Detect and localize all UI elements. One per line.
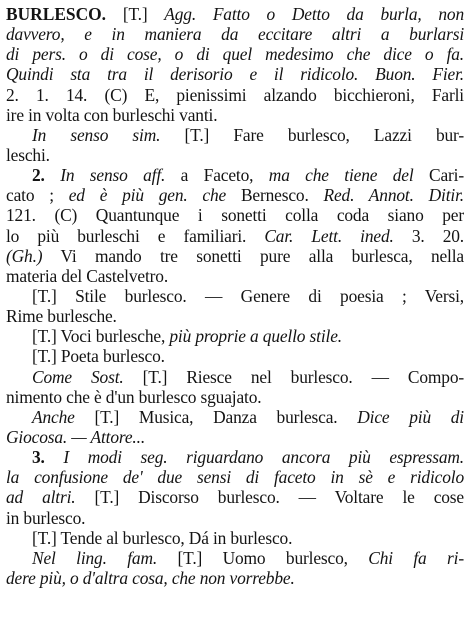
italic-text: dere più, o d'altra cosa, che non vorrebbe. [6,567,295,588]
italic-text: (Gh.) [6,245,43,266]
entry-line [6,528,464,548]
italic-text: la confusione de' due sensi di faceto in sè e ridicolo [6,467,464,488]
text-run: lo più burleschi e familiari. [6,225,265,246]
text-run: [T.] Discorso burlesco. — Voltare le cose [75,487,464,508]
entry-line [6,64,464,84]
text-run: Vi mando tre sonetti pure alla burlesca, nella [42,245,464,266]
entry-line [6,165,464,185]
entry-line [6,447,464,467]
italic-text: più proprie a quello stile. [169,326,342,347]
italic-text: Dice più di [357,406,464,427]
text-run: Rime burlesche. [6,306,117,327]
entry-line [6,326,464,346]
entry-line [6,407,464,427]
text-run: [T.] Riesce nel burlesco. — Compo- [123,366,464,387]
text-run: [T.] Musica, Danza burlesca. [74,406,358,427]
text-run: Bernesco. [226,185,324,206]
entry-line [6,467,464,487]
italic-text: ma che tiene del [268,165,414,186]
entry-line [6,508,464,528]
text-run: nimento che è d'un burlesco sguajato. [6,386,262,407]
text-run: Cari- [413,165,464,186]
text-run: [T.] Tende al burlesco, Dá in burlesco. [32,527,293,548]
italic-text: In senso sim. [32,124,161,145]
entry-line [6,427,464,447]
text-run: in burlesco. [6,507,86,528]
italic-text: ad altri. [6,487,76,508]
entry-line [6,125,464,145]
italic-text: Come Sost. [32,366,124,387]
italic-text: Quindi sta tra il derisorio e il ridicolo. Buon. Fier. [6,64,464,85]
dictionary-entry-burlesco [6,4,464,588]
entry-line [6,185,464,205]
italic-text: I modi seg. riguardano ancora più espressam. [63,447,464,468]
italic-text: Nel ling. fam. [32,547,158,568]
entry-line [6,246,464,266]
text-run: [T.] Poeta burlesco. [32,346,165,367]
text-run: [T.] Fare burlesco, Lazzi bur- [160,124,464,145]
italic-text: ed è più gen. che [68,185,227,206]
italic-text: Giocosa. — Attore... [6,426,146,447]
text-run: [T.] Stile burlesco. — Genere di poesia ; Versi, [32,285,464,306]
entry-line [6,266,464,286]
text-run: 121. (C) Quantunque i sonetti colla coda siano per [6,205,464,226]
entry-line [6,487,464,507]
italic-text: In senso aff. [60,165,166,186]
entry-line [6,306,464,326]
italic-text: davvero, e in maniera da eccitare altri a burlarsi [6,24,464,45]
italic-text: di pers. o di cose, o di quel medesimo che dice o fa. [6,44,464,65]
entry-line [6,44,464,64]
entry-line [6,346,464,366]
text-run: ire in volta con burleschi vanti. [6,104,218,125]
entry-line [6,548,464,568]
text-run: a Faceto, [165,165,269,186]
italic-text: Car. Lett. ined. [264,225,394,246]
italic-text: Red. Annot. Ditir. [323,185,464,206]
text-run: cato ; [6,185,69,206]
entry-line [6,387,464,407]
italic-text: Anche [32,406,75,427]
entry-line [6,105,464,125]
entry-line [6,24,464,44]
entry-line [6,4,464,24]
entry-line [6,286,464,306]
italic-text: Chi fa ri- [368,547,464,568]
text-run: 2. 1. 14. (C) E, pienissimi alzando bicchieroni, Farli [6,84,464,105]
text-run: [T.] Uomo burlesco, [157,547,369,568]
text-run: [T.] [106,4,165,24]
text-run: 3. 20. [393,225,464,246]
entry-line [6,145,464,165]
text-run: [T.] Voci burlesche, [32,326,170,347]
headword: BURLESCO. [6,4,107,24]
text-run: leschi. [6,144,50,165]
sense-number: 2. [32,165,61,186]
sense-number: 3. [32,447,64,468]
italic-text: Agg. Fatto o Detto da burla, non [164,4,464,24]
text-run: materia del Castelvetro. [6,265,169,286]
entry-line [6,226,464,246]
entry-line [6,367,464,387]
entry-line [6,205,464,225]
entry-line [6,85,464,105]
entry-line [6,568,464,588]
